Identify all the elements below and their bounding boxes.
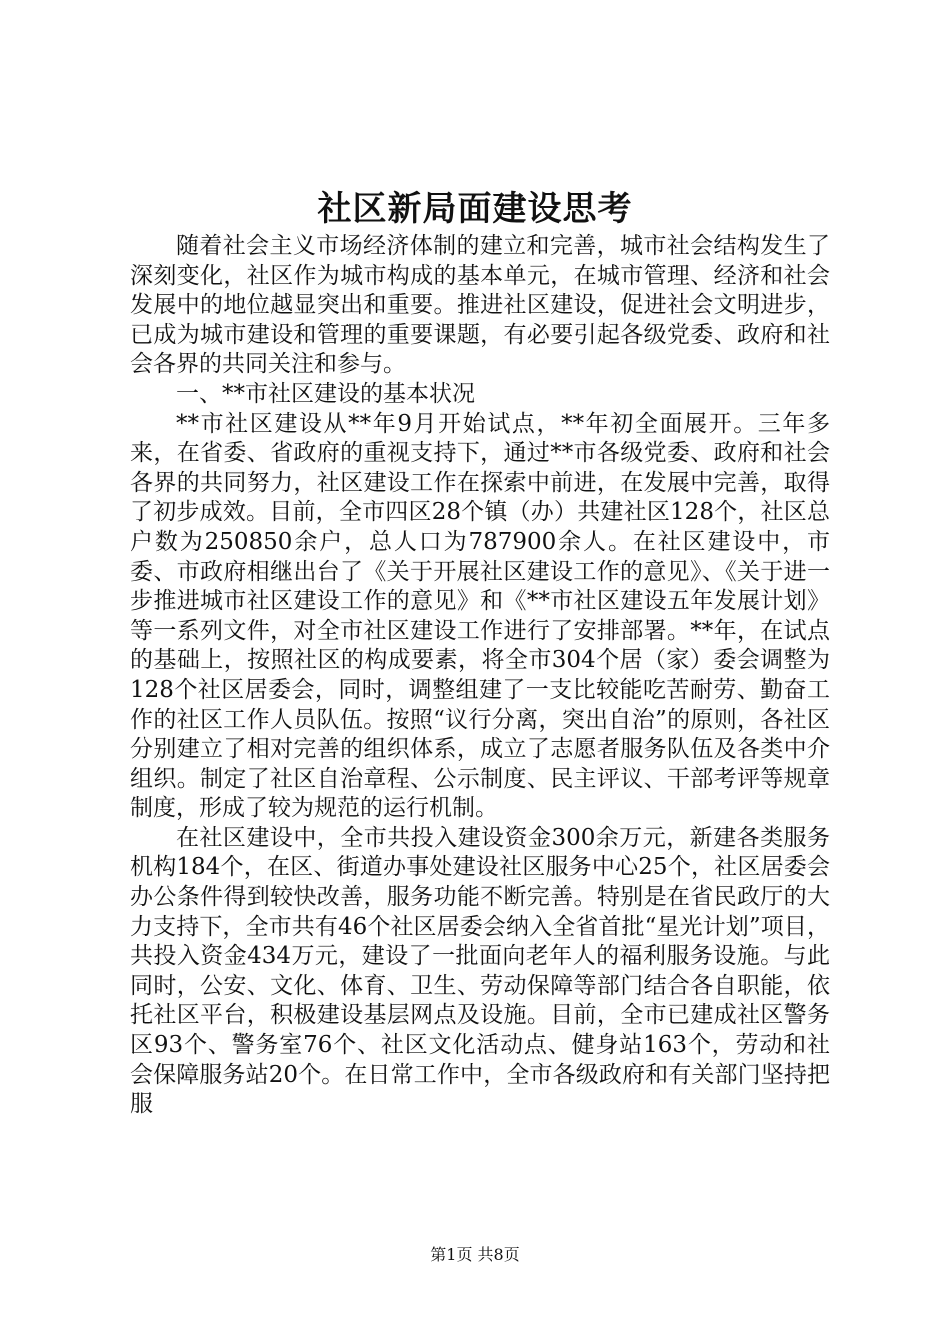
page-footer: 第1页 共8页 [430, 1245, 520, 1264]
paragraph-intro: 随着社会主义市场经济体制的建立和完善，城市社会结构发生了深刻变化，社区作为城市构成的基本单元，在城市管理、经济和社会发展中的地位越显突出和重要。推进社区建设，促进社会文明进步，已成为城市建设和管理的重要课题，有必要引起各级党委、政府和社会各界的共同关注和参与。 [130, 233, 830, 378]
document-body [130, 232, 830, 1120]
paragraph-investment: 在社区建设中，全市共投入建设资金300余万元，新建各类服务机构184个，在区、街道办事处建设社区服务中心25个，社区居委会办公条件得到较快改善，服务功能不断完善。特别是在省民政厅的大力支持下，全市共有46个社区居委会纳入全省首批“星光计划”项目，共投入资金434万元，建设了一批面向老年人的福利服务设施。与此同时，公安、文化、体育、卫生、劳动保障等部门结合各自职能，依托社区平台，积极建设基层网点及设施。目前，全市已建成社区警务区93个、警务室76个、社区文化活动点、健身站163个，劳动和社会保障服务站20个。在日常工作中，全市各级政府和有关部门坚持把服 [130, 824, 830, 1118]
document-title: 社区新局面建设思考 [317, 189, 633, 229]
paragraph-status: **市社区建设从**年9月开始试点，**年初全面展开。三年多来，在省委、省政府的重视支持下，通过**市各级党委、政府和社会各界的共同努力，社区建设工作在探索中前进，在发展中完善，取得了初步成效。目前，全市四区28个镇（办）共建社区128个，社区总户数为250850余户，总人口为787900余人。在社区建设中，市委、市政府相继出台了《关于开展社区建设工作的意见》、《关于进一步推进城市社区建设工作的意见》和《**市社区建设五年发展计划》等一系列文件，对全市社区建设工作进行了安排部署。**年，在试点的基础上，按照社区的构成要素，将全市304个居（家）委会调整为128个社区居委会，同时，调整组建了一支比较能吃苦耐劳、勤奋工作的社区工作人员队伍。按照“议行分离，突出自治”的原则，各社区分别建立了相对完善的组织体系，成立了志愿者服务队伍及各类中介组织。制定了社区自治章程、公示制度、民主评议、干部考评等规章制度，形成了较为规范的运行机制。 [130, 410, 830, 822]
section-heading: 一、**市社区建设的基本状况 [176, 380, 475, 407]
